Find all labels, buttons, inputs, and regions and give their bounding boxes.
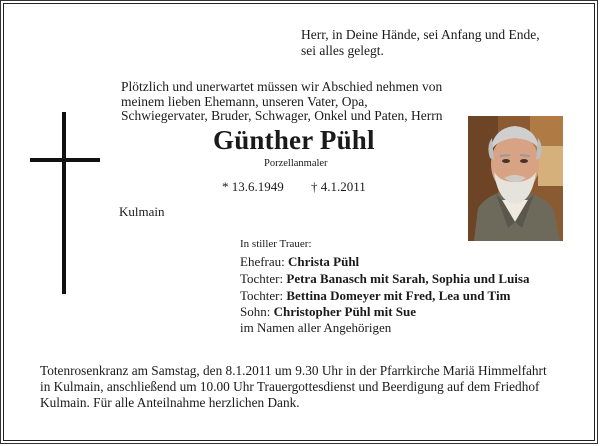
mourner-row [240,304,416,320]
cross-icon [30,112,102,294]
death-date: † 4.1.2011 [311,179,366,194]
mourner-row [240,271,529,287]
mourners-closing: im Namen aller Angehörigen [240,320,392,335]
intro-line-2: meinem lieben Ehemann, unseren Vater, Opa, [121,93,368,109]
cross-vertical-bar [62,112,66,294]
birth-date: * 13.6.1949 [222,179,284,194]
mourner-relation: Sohn: [240,304,271,319]
deceased-occupation: Porzellanmaler [264,158,328,169]
mourner-relation: Ehefrau: [240,254,285,269]
intro-text [121,80,443,124]
intro-line-3: Schwiegervater, Bruder, Schwager, Onkel und Paten, Herrn [121,108,443,123]
mourner-names: Christopher Pühl mit Sue [273,304,417,319]
mourner-row [240,254,359,270]
place-of-residence: Kulmain [119,204,165,219]
service-line-3: Kulmain. Für alle Anteilnahme herzlichen Dank. [40,395,300,410]
deceased-name: Günther Pühl [213,125,375,155]
service-line-2: in Kulmain, anschließend um 10.00 Uhr Trauergottesdienst und Beerdigung auf dem Friedhof [40,379,540,394]
mourners-label: In stiller Trauer: [240,238,312,250]
portrait-photo [468,116,563,241]
quote [301,27,540,59]
intro-line-1: Plötzlich und unerwartet müssen wir Abschied nehmen von [121,79,443,94]
service-details [40,363,547,411]
mourner-names: Christa Pühl [288,254,360,269]
mourner-names: Bettina Domeyer mit Fred, Lea und Tim [286,288,511,303]
mourner-names: Petra Banasch mit Sarah, Sophia und Luisa [286,271,530,286]
mourner-relation: Tochter: [240,271,284,286]
mourner-row [240,288,510,304]
mourner-relation: Tochter: [240,288,284,303]
quote-line-1: Herr, in Deine Hände, sei Anfang und Ende, [301,27,540,42]
service-line-1: Totenrosenkranz am Samstag, den 8.1.2011 um 9.30 Uhr in der Pfarrkirche Mariä Himmelfahrt [40,363,547,378]
cross-horizontal-bar [30,158,100,162]
quote-line-2: sei alles gelegt. [301,43,384,58]
